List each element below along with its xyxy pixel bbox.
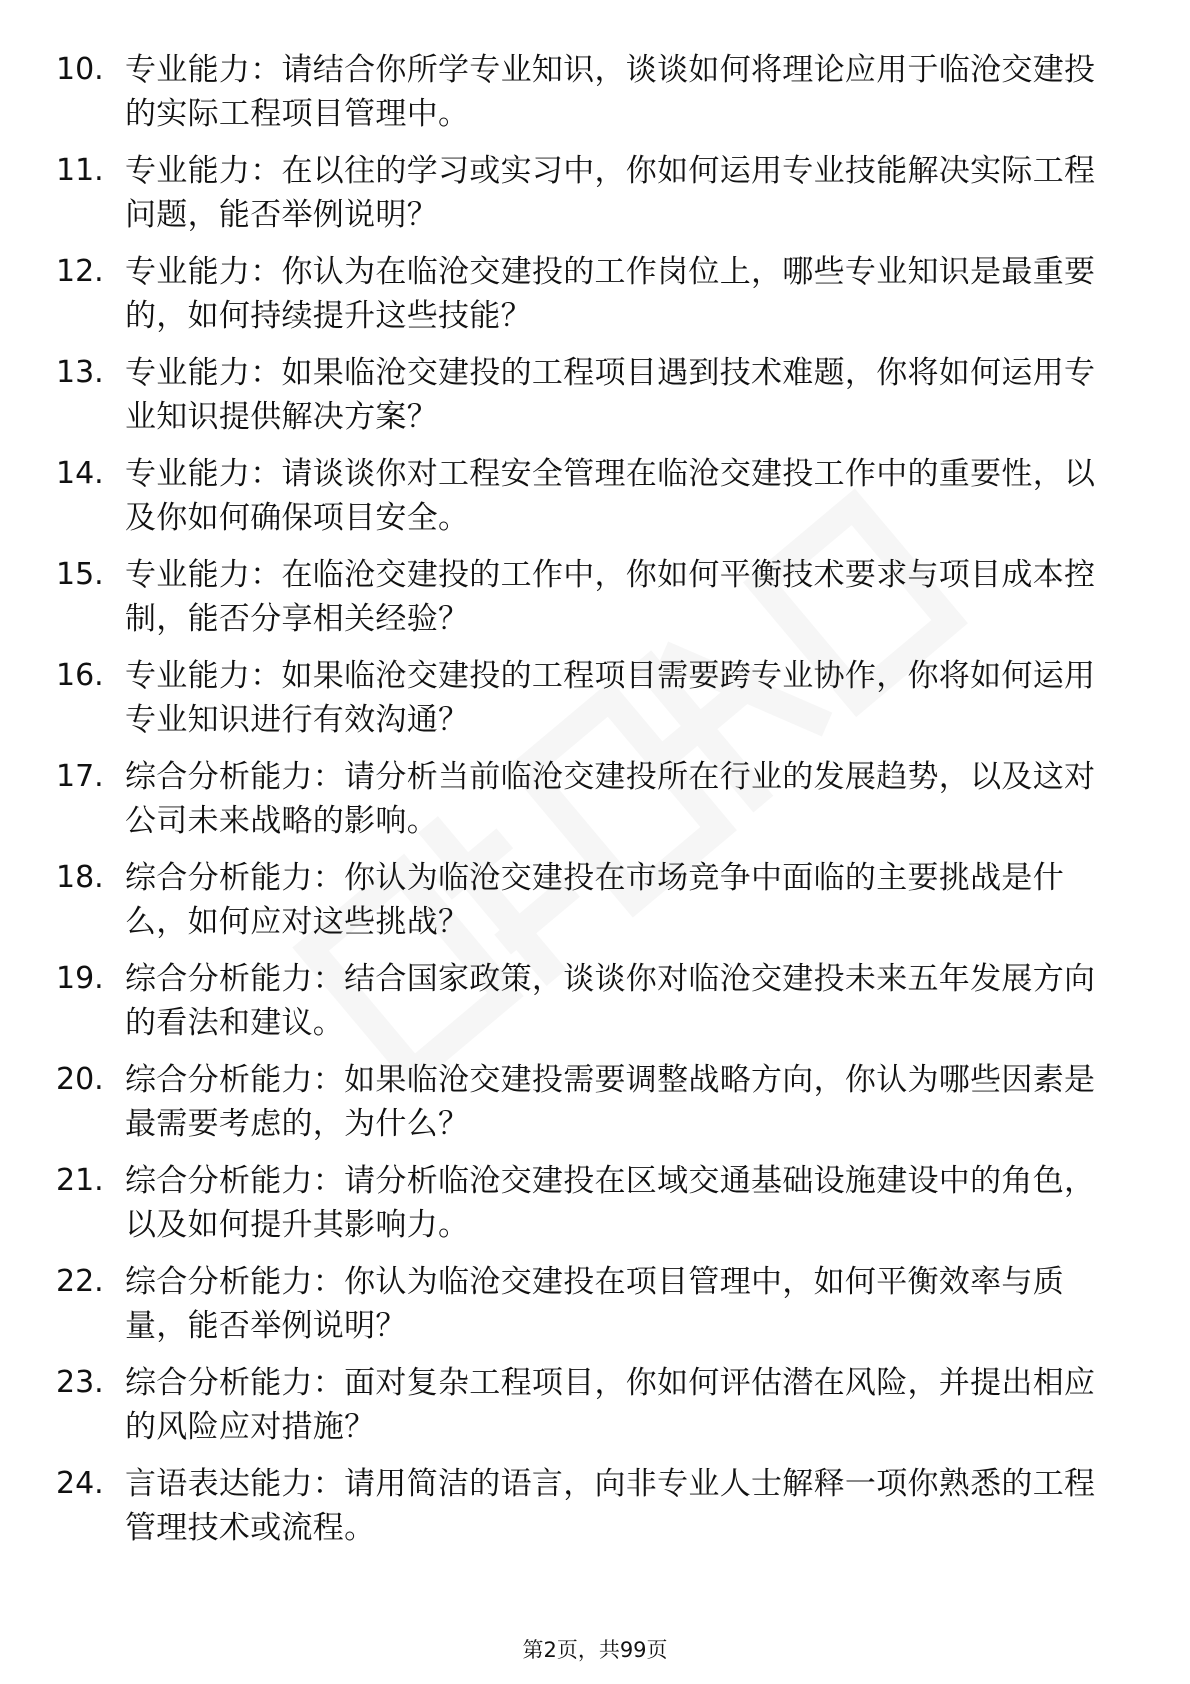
question-item <box>0 450 1190 551</box>
question-number: 14. <box>56 456 104 491</box>
question-number: 18. <box>56 860 104 895</box>
question-text: 专业能力：如果临沧交建投的工程项目遇到技术难题，你将如何运用专业知识提供解决方案？ <box>125 355 1096 435</box>
question-text: 专业能力：在临沧交建投的工作中，你如何平衡技术要求与项目成本控制，能否分享相关经验？ <box>125 557 1096 637</box>
question-item <box>0 955 1190 1056</box>
question-text: 综合分析能力：结合国家政策，谈谈你对临沧交建投未来五年发展方向的看法和建议。 <box>125 961 1096 1041</box>
question-number: 13. <box>56 355 104 390</box>
question-item <box>0 46 1190 147</box>
question-text: 专业能力：在以往的学习或实习中，你如何运用专业技能解决实际工程问题，能否举例说明？ <box>125 153 1096 233</box>
question-text: 专业能力：如果临沧交建投的工程项目需要跨专业协作，你将如何运用专业知识进行有效沟通？ <box>125 658 1096 738</box>
question-text: 综合分析能力：如果临沧交建投需要调整战略方向，你认为哪些因素是最需要考虑的，为什么？ <box>125 1062 1096 1142</box>
question-number: 16. <box>56 658 104 693</box>
question-text: 综合分析能力：你认为临沧交建投在项目管理中，如何平衡效率与质量，能否举例说明？ <box>125 1264 1064 1344</box>
question-item <box>0 1460 1190 1561</box>
question-item <box>0 1258 1190 1359</box>
question-item <box>0 147 1190 248</box>
page-number-label: 第2页，共99页 <box>522 1638 668 1662</box>
question-number: 22. <box>56 1264 104 1299</box>
question-item <box>0 551 1190 652</box>
question-text: 专业能力：请谈谈你对工程安全管理在临沧交建投工作中的重要性，以及你如何确保项目安全。 <box>125 456 1096 536</box>
question-text: 专业能力：请结合你所学专业知识，谈谈如何将理论应用于临沧交建投的实际工程项目管理中。 <box>125 52 1096 132</box>
question-number: 23. <box>56 1365 104 1400</box>
question-text: 综合分析能力：你认为临沧交建投在市场竞争中面临的主要挑战是什么，如何应对这些挑战？ <box>125 860 1064 940</box>
question-number: 10. <box>56 52 104 87</box>
question-number: 21. <box>56 1163 104 1198</box>
question-text: 综合分析能力：请分析临沧交建投在区域交通基础设施建设中的角色，以及如何提升其影响力。 <box>125 1163 1096 1243</box>
question-item <box>0 1056 1190 1157</box>
question-number: 17. <box>56 759 104 794</box>
question-item <box>0 753 1190 854</box>
question-text: 综合分析能力：面对复杂工程项目，你如何评估潜在风险，并提出相应的风险应对措施？ <box>125 1365 1096 1445</box>
question-number: 24. <box>56 1466 104 1501</box>
question-list <box>0 46 1190 1561</box>
question-number: 20. <box>56 1062 104 1097</box>
question-text: 专业能力：你认为在临沧交建投的工作岗位上，哪些专业知识是最重要的，如何持续提升这些技能？ <box>125 254 1096 334</box>
question-item <box>0 652 1190 753</box>
page-footer <box>0 1634 1190 1664</box>
question-number: 12. <box>56 254 104 289</box>
question-text: 综合分析能力：请分析当前临沧交建投所在行业的发展趋势，以及这对公司未来战略的影响。 <box>125 759 1096 839</box>
question-item <box>0 1359 1190 1460</box>
question-item <box>0 248 1190 349</box>
question-number: 15. <box>56 557 104 592</box>
question-item <box>0 1157 1190 1258</box>
question-number: 19. <box>56 961 104 996</box>
question-text: 言语表达能力：请用简洁的语言，向非专业人士解释一项你熟悉的工程管理技术或流程。 <box>125 1466 1096 1546</box>
question-item <box>0 854 1190 955</box>
question-item <box>0 349 1190 450</box>
question-number: 11. <box>56 153 104 188</box>
